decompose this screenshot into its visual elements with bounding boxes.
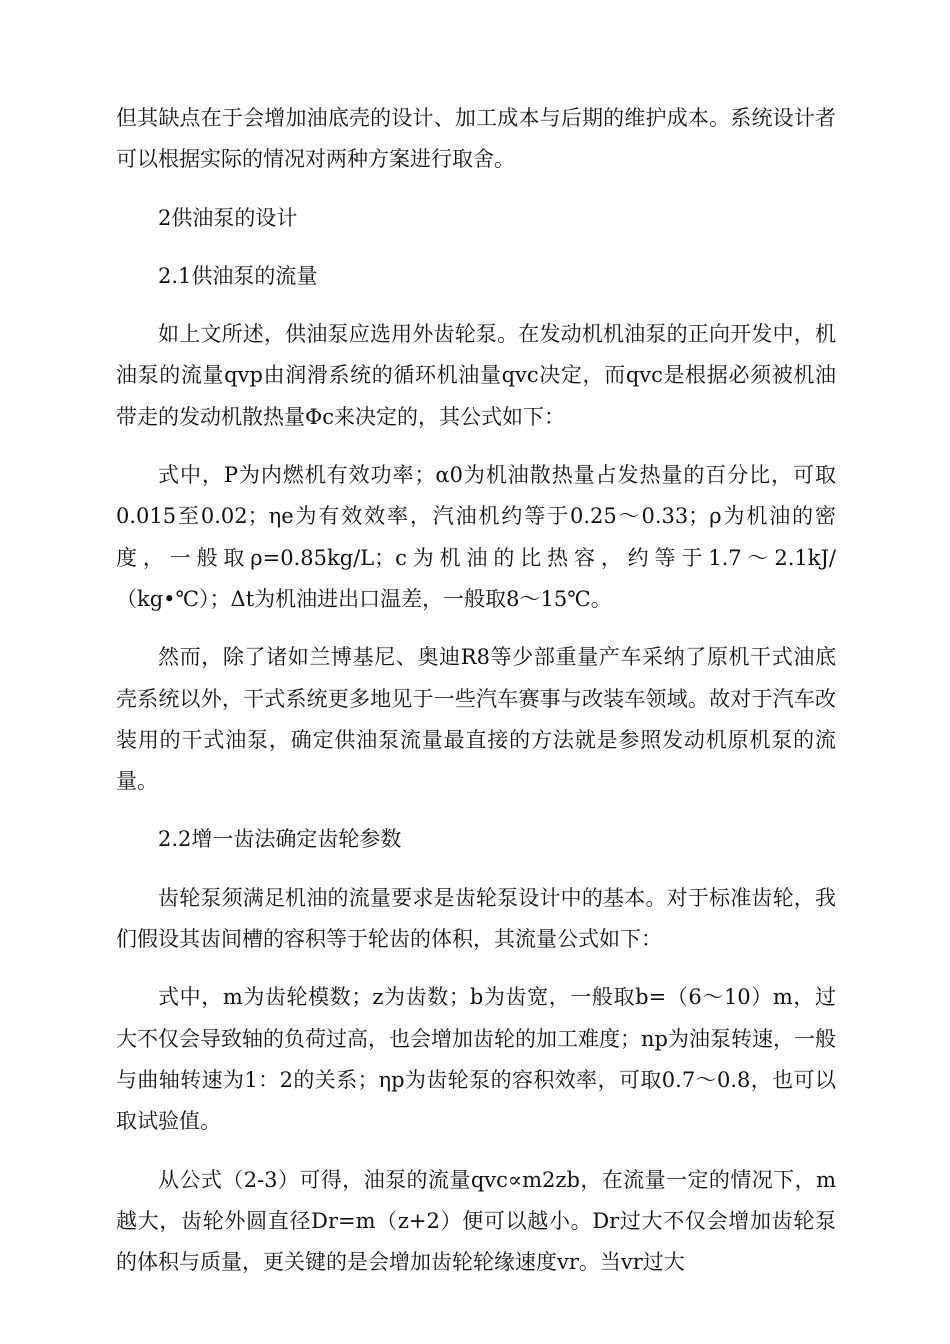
section-heading-2: 2供油泵的设计 — [158, 205, 298, 230]
paragraph-pump-flow: 如上文所述，供油泵应选用外齿轮泵。在发动机机油泵的正向开发中，机油泵的流量qvp由润滑系统的循环机油量qvc决定，而qvc是根据必须被机油带走的发动机散热量Φc来决定的，其公式如下： — [116, 322, 836, 429]
paragraph-dry-sump: 然而，除了诸如兰博基尼、奥迪R8等少部重量产车采纳了原机干式油底壳系统以外，干式系统更多地见于一些汽车赛事与改装车领域。故对于汽车改装用的干式油泵，确定供油泵流量最直接的方法就是参照发动机原机泵的流量。 — [116, 645, 836, 794]
subsection-heading-2-2: 2.2增一齿法确定齿轮参数 — [158, 827, 402, 852]
subsection-heading-2-1: 2.1供油泵的流量 — [158, 263, 318, 288]
paragraph-formula-variables-1: 式中，P为内燃机有效功率；α0为机油散热量占发热量的百分比，可取0.015至0.02；ηe为有效效率，汽油机约等于0.25～0.33；ρ为机油的密度，一般取ρ=0.85kg/L；c为机油的比热容，约等于1.7～2.1kJ/（kg•℃）；Δt为机油进出口温差，一般取8～15℃。 — [116, 463, 836, 611]
paragraph-formula-variables-2: 式中，m为齿轮模数；z为齿数；b为齿宽，一般取b=（6～10）m，过大不仅会导致轴的负荷过高，也会增加齿轮的加工难度；np为油泵转速，一般与曲轴转速为1：2的关系；ηp为齿轮泵的容积效率，可取0.7～0.8，也可以取试验值。 — [116, 985, 836, 1134]
paragraph-intro-continued: 但其缺点在于会增加油底壳的设计、加工成本与后期的维护成本。系统设计者可以根据实际的情况对两种方案进行取舍。 — [116, 106, 836, 172]
body-text — [116, 98, 836, 1283]
paragraph-gear-size: 从公式（2-3）可得，油泵的流量qvc∝m2zb，在流量一定的情况下，m越大，齿轮外圆直径Dr=m（z+2）便可以越小。Dr过大不仅会增加齿轮泵的体积与质量，更关键的是会增加齿轮轮缘速度vr。当vr过大 — [116, 1167, 836, 1275]
paragraph-gear-flow: 齿轮泵须满足机油的流量要求是齿轮泵设计中的基本。对于标准齿轮，我们假设其齿间槽的容积等于轮齿的体积，其流量公式如下： — [116, 885, 836, 952]
